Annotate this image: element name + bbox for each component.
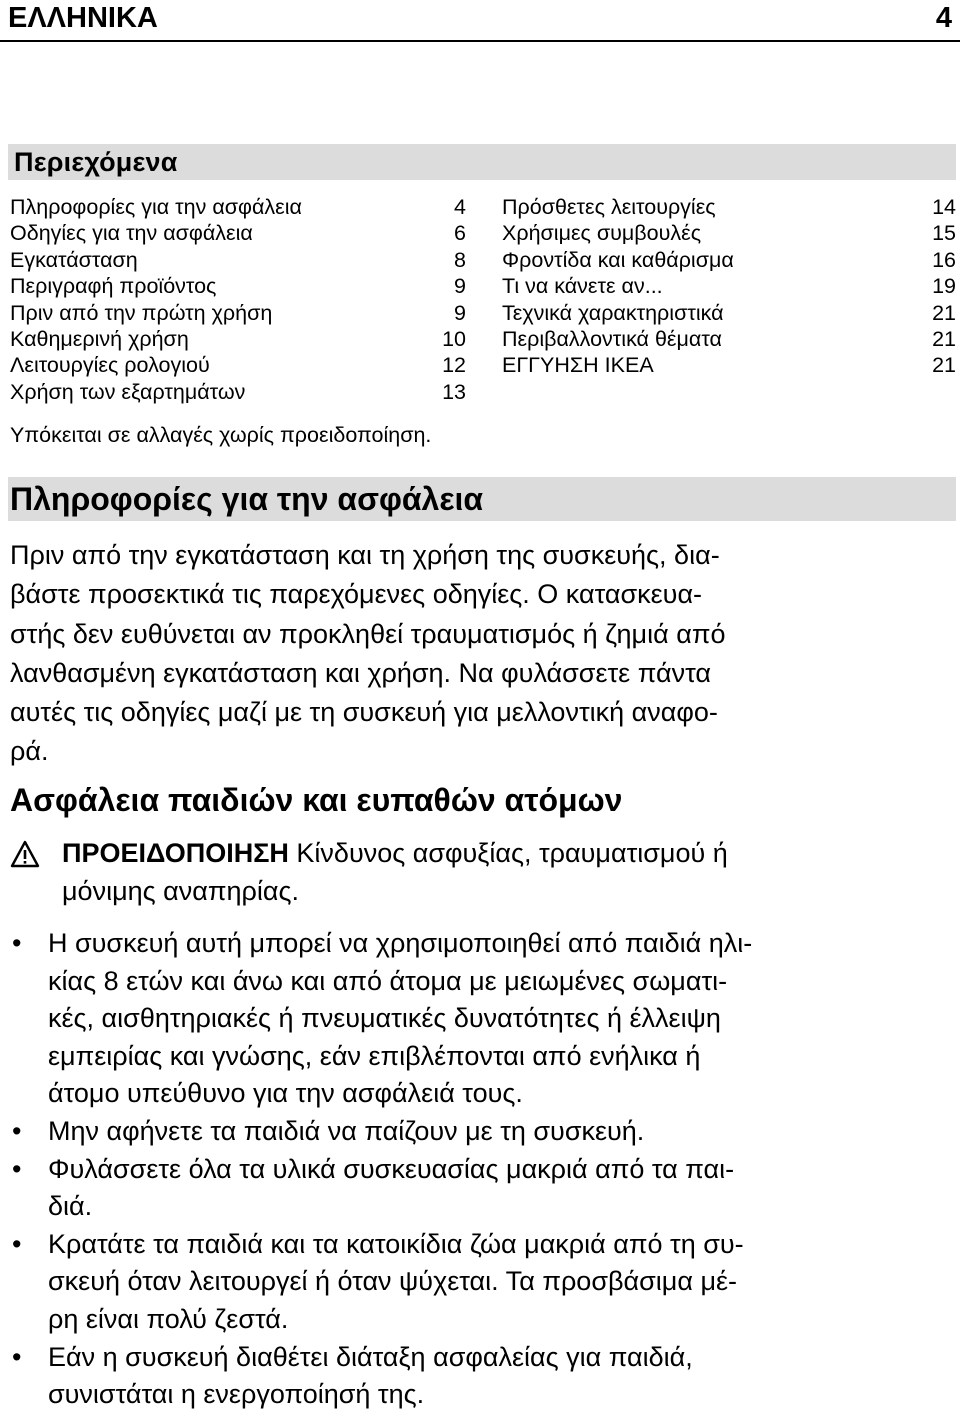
toc-entry-page: 21	[932, 300, 956, 325]
toc-entry-label: Τι να κάνετε αν...	[502, 274, 663, 299]
safety-heading: Πληροφορίες για την ασφάλεια	[10, 481, 484, 517]
toc-entry-label: Περιβαλλοντικά θέματα	[502, 327, 722, 352]
toc-entry	[10, 273, 466, 299]
toc-entry	[10, 300, 466, 326]
bullet-line: ρη είναι πολύ ζεστά.	[48, 1303, 289, 1334]
toc-entry-page: 21	[932, 327, 956, 352]
toc-entry-page: 21	[932, 353, 956, 378]
safety-heading-band	[8, 477, 956, 521]
intro-line: στής δεν ευθύνεται αν προκληθεί τραυματισμός ή ζημιά από	[10, 618, 726, 649]
bullet-dot-icon: •	[12, 1153, 22, 1184]
toc-entry	[10, 247, 466, 273]
page-number: 4	[935, 2, 952, 34]
contents-heading-band	[8, 144, 956, 180]
bullet-dot-icon: •	[12, 928, 22, 958]
toc-entry-label: Πληροφορίες για την ασφάλεια	[10, 195, 302, 219]
toc-entry-page: 15	[932, 221, 956, 246]
toc-entry-label: ΕΓΓΥΗΣΗ IKEA	[502, 353, 654, 378]
bullet-dot-icon: •	[12, 1228, 22, 1259]
warning-label: ΠΡΟΕΙΔΟΠΟΙΗΣΗ	[62, 838, 289, 868]
toc-entry-page: 12	[442, 353, 466, 378]
bullet-line: εμπειρίας και γνώσης, εάν επιβλέπονται από ενήλικα ή	[48, 1040, 701, 1071]
toc-entry-label: Καθημερινή χρήση	[10, 327, 189, 352]
toc-entry	[502, 194, 956, 220]
warning-triangle-icon	[10, 840, 40, 868]
intro-line: βάστε προσεκτικά τις παρεχόμενες οδηγίες. Ο κατασκευα-	[10, 579, 703, 610]
toc-entry	[502, 300, 956, 326]
toc-entry	[10, 352, 466, 378]
warning-text-2: μόνιμης αναπηρίας.	[62, 876, 300, 906]
toc-entry-label: Πριν από την πρώτη χρήση	[10, 300, 273, 325]
toc-entry-page: 16	[932, 247, 956, 272]
toc-entry-page: 14	[932, 195, 956, 219]
toc-entry	[502, 326, 956, 352]
bullet-line: Η συσκευή αυτή μπορεί να χρησιμοποιηθεί από παιδιά ηλι-	[48, 928, 753, 958]
bullet-dot-icon: •	[12, 1341, 22, 1372]
toc-entry-label: Λειτουργίες ρολογιού	[10, 353, 210, 378]
toc-left-column	[10, 194, 466, 405]
toc-entry	[10, 326, 466, 352]
toc-entry-page: 4	[454, 195, 466, 219]
bullet-item	[10, 1113, 940, 1151]
child-safety-heading: Ασφάλεια παιδιών και ευπαθών ατόμων	[10, 782, 623, 818]
toc-entry	[10, 194, 466, 220]
toc-entry-label: Χρήση των εξαρτημάτων	[10, 379, 246, 404]
toc-entry-page: 6	[454, 221, 466, 246]
warning-line-1	[62, 834, 728, 872]
bullet-line: συνιστάται η ενεργοποίησή της.	[48, 1379, 425, 1410]
toc-entry-page: 13	[442, 379, 466, 404]
toc-entry-page: 9	[454, 300, 466, 325]
contents-heading: Περιεχόμενα	[14, 147, 178, 177]
toc-entry-page: 9	[454, 274, 466, 299]
warning-text-1: Κίνδυνος ασφυξίας, τραυματισμού ή	[288, 838, 728, 868]
bullet-line: άτομο υπεύθυνο για την ασφάλειά τους.	[48, 1078, 523, 1109]
bullet-line: Εάν η συσκευή διαθέτει διάταξη ασφαλείας για παιδιά,	[48, 1341, 693, 1372]
bullet-item	[10, 1151, 940, 1226]
toc-entry-label: Περιγραφή προϊόντος	[10, 274, 217, 299]
safety-intro-paragraph	[10, 536, 935, 772]
toc-entry	[502, 247, 956, 273]
bullet-line: Κρατάτε τα παιδιά και τα κατοικίδια ζώα μακριά από τη συ-	[48, 1228, 744, 1259]
bullet-item	[10, 1226, 940, 1339]
bullet-item	[10, 1339, 940, 1414]
toc-entry	[502, 273, 956, 299]
toc-entry	[10, 379, 466, 405]
intro-line: λανθασμένη εγκατάσταση και χρήση. Να φυλάσσετε πάντα	[10, 657, 711, 688]
toc-entry-page: 10	[442, 327, 466, 352]
toc-entry-label: Φροντίδα και καθάρισμα	[502, 247, 734, 272]
change-notice: Υπόκειται σε αλλαγές χωρίς προειδοποίηση.	[10, 423, 432, 447]
toc-entry-label: Χρήσιμες συμβουλές	[502, 221, 702, 246]
intro-line: Πριν από την εγκατάσταση και τη χρήση της συσκευής, δια-	[10, 540, 720, 570]
bullet-item	[10, 925, 940, 1113]
toc-entry-label: Τεχνικά χαρακτηριστικά	[502, 300, 724, 325]
toc-entry-page: 19	[932, 274, 956, 299]
header-divider	[0, 40, 960, 42]
bullet-line: διά.	[48, 1191, 93, 1222]
bullet-line: Μην αφήνετε τα παιδιά να παίζουν με τη συσκευή.	[48, 1115, 645, 1146]
intro-line: ρά.	[10, 736, 49, 767]
toc-entry	[502, 220, 956, 246]
toc-entry-page: 8	[454, 247, 466, 272]
bullet-line: κές, αισθητηριακές ή πνευματικές δυνατότητες ή έλλειψη	[48, 1003, 721, 1034]
toc-entry	[502, 352, 956, 378]
toc-entry	[10, 220, 466, 246]
bullet-line: σκευή όταν λειτουργεί ή όταν ψύχεται. Τα προσβάσιμα μέ-	[48, 1266, 738, 1297]
toc-entry-label: Εγκατάσταση	[10, 247, 138, 272]
toc-entry-label: Πρόσθετες λειτουργίες	[502, 195, 716, 219]
toc-entry-label: Οδηγίες για την ασφάλεια	[10, 221, 253, 246]
intro-line: αυτές τις οδηγίες μαζί με τη συσκευή για μελλοντική αναφο-	[10, 697, 718, 728]
bullet-dot-icon: •	[12, 1115, 22, 1146]
bullet-line: Φυλάσσετε όλα τα υλικά συσκευασίας μακριά από τα παι-	[48, 1153, 735, 1184]
safety-bullet-list	[10, 925, 940, 1414]
bullet-line: κίας 8 ετών και άνω και από άτομα με μειωμένες σωματι-	[48, 965, 728, 996]
language-label: ΕΛΛΗΝΙΚΑ	[8, 2, 158, 34]
toc-right-column	[502, 194, 956, 379]
